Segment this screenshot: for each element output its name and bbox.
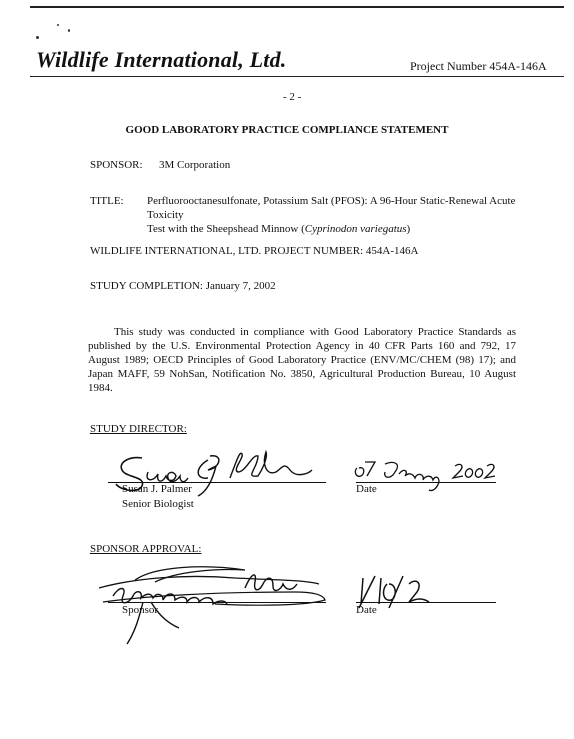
sponsor-approval-heading: SPONSOR APPROVAL:: [90, 543, 202, 555]
page-number: - 2 -: [283, 91, 302, 103]
scan-speck: [36, 36, 39, 39]
study-completion: STUDY COMPLETION: January 7, 2002: [90, 280, 276, 292]
title-label: TITLE:: [90, 195, 124, 207]
title-line-2: [147, 222, 527, 236]
scan-speck: [57, 24, 59, 26]
company-name: Wildlife International, Ltd.: [36, 47, 287, 72]
sponsor-name-label: Sponsor: [122, 604, 159, 616]
sponsor-label: SPONSOR:: [90, 159, 143, 171]
study-director-date-label: Date: [356, 483, 377, 495]
project-number-line: WILDLIFE INTERNATIONAL, LTD. PROJECT NUMBER: 454A-146A: [90, 245, 419, 257]
study-director-name: Susan J. Palmer: [122, 483, 192, 495]
sponsor-value: 3M Corporation: [159, 159, 231, 171]
scan-speck: [68, 29, 70, 32]
top-rule: [30, 6, 564, 8]
study-director-date-line: [356, 482, 496, 483]
sponsor-date-line: [356, 602, 496, 603]
title-value: [147, 194, 527, 236]
title-line-2-suffix: ): [406, 223, 411, 235]
document-heading: GOOD LABORATORY PRACTICE COMPLIANCE STATEMENT: [125, 124, 449, 136]
study-director-role: Senior Biologist: [122, 498, 194, 510]
title-line-1: Perfluorooctanesulfonate, Potassium Salt (PFOS): A 96-Hour Static-Renewal Acute Toxicity: [147, 195, 516, 221]
study-director-heading: STUDY DIRECTOR:: [90, 423, 187, 435]
project-number: Project Number 454A-146A: [410, 59, 547, 73]
sponsor-date-label: Date: [356, 604, 377, 616]
species-name: Cyprinodon variegatus: [304, 223, 407, 235]
compliance-paragraph: [88, 325, 516, 395]
title-line-2-prefix: Test with the Sheepshead Minnow (: [147, 223, 305, 235]
compliance-text: This study was conducted in compliance with Good Laboratory Practice Standards as published by the U.S. Environmental Protection Agency in 40 CFR Parts 160 and 792, 17 August 1989; OECD Principles of Good Laboratory Practice (ENV/MC/CHEM (98) 17); and Japan MAFF, 59 NohSan, Notification No. 3850, Agricultural Production Bureau, 10 August 1984.: [88, 326, 516, 394]
header-rule: [30, 76, 564, 77]
